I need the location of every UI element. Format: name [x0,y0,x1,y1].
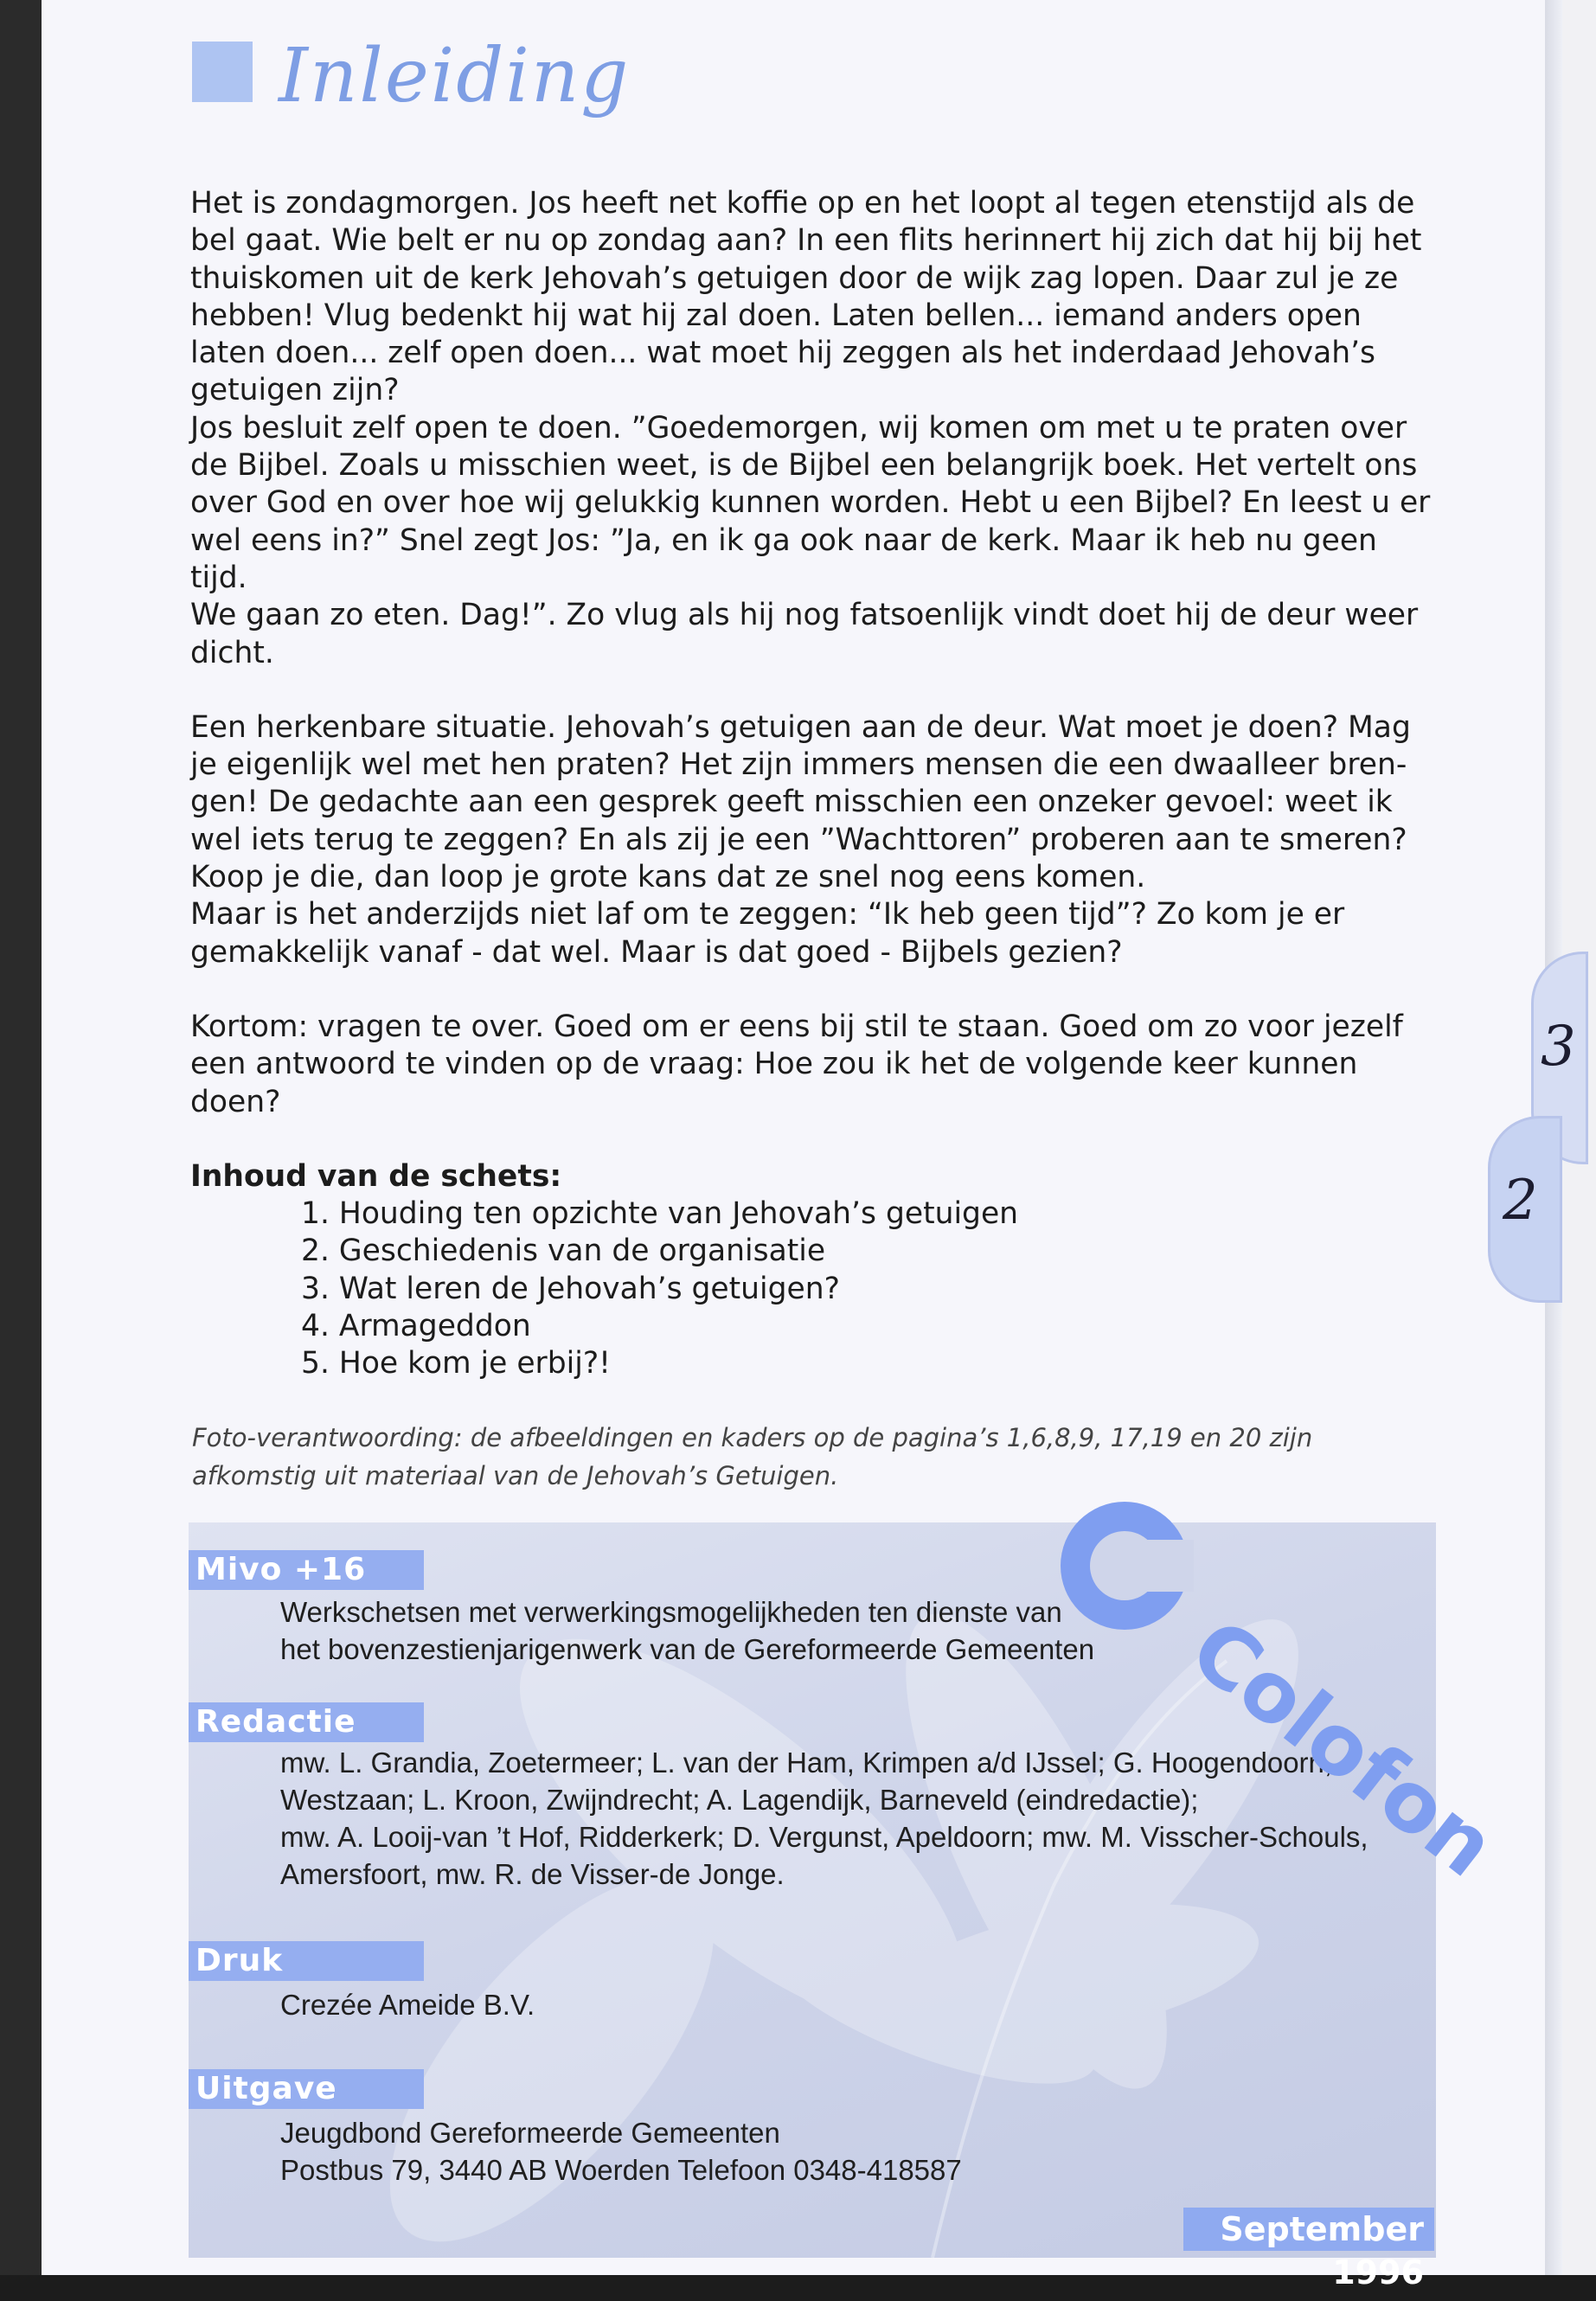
colofon-label-uitgave: Uitgave [189,2069,424,2109]
intro-paragraph-1: Het is zondagmorgen. Jos heeft net koffie op en het loopt al tegen etenstijd als de bel gaat. Wie belt er nu op zondag aan? In een flits herinnert hij zich dat hij bij het thuiskomen uit de kerk Jehovah’s getuigen door de wijk zag lopen. Daar zul je ze hebben! Vlug bedenkt hij wat hij zal doen. Laten bellen... iemand anders open laten doen... zelf open doen... wat moet hij zeggen als het inderdaad Jehovah’s getuigen zijn? [190,186,1422,408]
contents-item: 3. Wat leren de Jehovah’s getuigen? [301,1271,840,1306]
colofon-label-druk: Druk [189,1941,424,1981]
contents-title: Inhoud van de schets: [190,1158,562,1194]
intro-paragraph-3: Een herkenbare situatie. Jehovah’s getuigen aan de deur. Wat moet je doen? Mag je eigenlijk wel met hen praten? Het zijn immers mensen die een dwaalleer bren- gen! De gedachte aan een gesprek geeft misschien een onzeker gevoel: weet ik wel iets terug te zeggen? En als zij je een ”Wachttoren” proberen aan te smeren? Koop je die, dan loop je grote kans dat ze snel nog eens komen. [190,709,1411,895]
contents-item: 5. Hoe kom je erbij?! [301,1346,611,1381]
colofon-title-graphic [1073,1488,1522,1896]
issue-date-badge: September 1996 [1183,2208,1434,2251]
page-tab-2 [1488,1116,1562,1303]
intro-text [190,185,1436,1383]
colofon-text-redactie: mw. L. Grandia, Zoetermeer; L. van der Ham, Krimpen a/d IJssel; G. Hoogendoorn, Westzaan; L. Kroon, Zwijndrecht; A. Lagendijk, Barneveld (eindredactie); mw. A. Looij-van ’t Hof, Ridderkerk; D. Vergunst, Apeldoorn; mw. M. Visscher-Schouls, Amersfoort, mw. R. de Visser-de Jonge. [280,1747,1368,1890]
colofon-label-mivo: Mivo +16 [189,1550,424,1590]
page-title: Inleiding [279,33,631,119]
page-number-3: 3 [1541,1015,1576,1079]
colofon-text-druk: Crezée Ameide B.V. [280,1989,535,2021]
contents-list [190,1195,1436,1382]
colofon-text-uitgave: Jeugdbond Gereformeerde Gemeenten Postbus 79, 3440 AB Woerden Telefoon 0348-418587 [280,2117,962,2186]
contents-item: 2. Geschiedenis van de organisatie [301,1234,826,1269]
colofon-label-redactie: Redactie [189,1702,424,1742]
intro-paragraph-2: Jos besluit zelf open te doen. ”Goedemorgen, wij komen om met u te praten over de Bijbel. Zoals u misschien weet, is de Bijbel een belangrijk boek. Het vertelt ons over God en over hoe wij gelukkig kunnen worden. Hebt u een Bijbel? En leest u er wel eens in?” Snel zegt Jos: ”Ja, en ik ga ook naar de kerk. Maar ik heb nu geen tijd. We gaan zo eten. Dag!”. Zo vlug als hij nog fatsoenlijk vindt doet hij de deur weer dicht. [190,410,1431,670]
intro-paragraph-5: Kortom: vragen te over. Goed om er eens bij stil te staan. Goed om zo voor jezelf een antwoord te vinden op de vraag: Hoe zou ik het de volgende keer kunnen doen? [190,1009,1403,1119]
contents-item: 4. Armageddon [301,1309,531,1344]
colofon-text-mivo: Werkschetsen met verwerkingsmogelijkheden ten dienste van het bovenzestienjarigenwerk van de Gereformeerde Gemeenten [280,1596,1095,1665]
intro-paragraph-4: Maar is het anderzijds niet laf om te zeggen: “Ik heb geen tijd”? Zo kom je er gemakkelijk vanaf - dat wel. Maar is dat goed - Bijbels gezien? [190,897,1345,970]
contents-item: 1. Houding ten opzichte van Jehovah’s getuigen [301,1196,1019,1232]
colofon-title: Colofon [1172,1599,1513,1896]
photo-credit: Foto-verantwoording: de afbeeldingen en kaders op de pagina’s 1,6,8,9, 17,19 en 20 zijn afkomstig uit materiaal van de Jehovah’s Getuigen. [192,1423,1313,1490]
heading-square-icon [192,42,253,102]
page-number-2: 2 [1503,1169,1538,1233]
